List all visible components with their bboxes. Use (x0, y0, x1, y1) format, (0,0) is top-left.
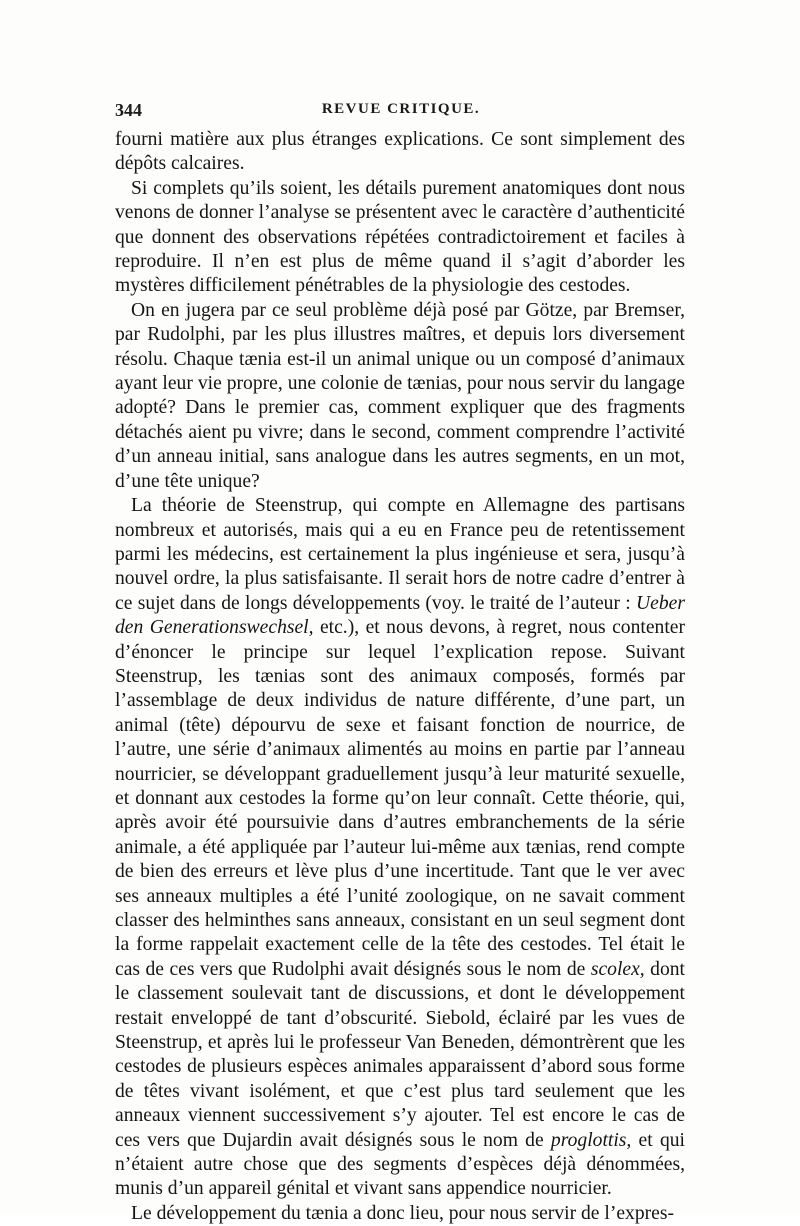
text-run: Si complets qu’ils soient, les détails purement anatomiques dont nous venons de donner l’analyse se présentent avec le caractère d’authenticité que donnent des observations répétées contradictoirement et faciles à reproduire. Il n’en est plus de même quand il s’agit d’aborder les mystères difficilement pénétrables de la physiologie des cestodes. (115, 177, 685, 297)
body-text (115, 128, 685, 1226)
page-number: 344 (115, 100, 142, 120)
italic-text: Ueber den Generationswechsel, (115, 592, 685, 639)
paragraph (115, 128, 685, 177)
paragraph (115, 299, 685, 494)
text-run: et qui n’étaient autre chose que des segments d’espèces déjà dénommées, munis d’un appareil génital et vivant sans appendice nourricier. (115, 1129, 685, 1200)
page-header (115, 100, 687, 124)
running-head: REVUE CRITIQUE. (321, 101, 481, 117)
paragraph (115, 177, 685, 299)
text-run: Le développement du tænia a donc lieu, pour nous servir de l’expres- (131, 1202, 675, 1224)
text-run: La théorie de Steenstrup, qui compte en Allemagne des partisans nombreux et autorisés, mais qui a eu en France peu de retentissement parmi les médecins, est certainement la plus ingénieuse et sera, jusqu’à nouvel ordre, la plus satisfaisante. Il serait hors de notre cadre d’entrer à ce sujet dans de longs développements (voy. le traité de l’auteur : (115, 495, 685, 614)
paragraph (115, 1202, 685, 1226)
italic-text: scolex, (590, 958, 645, 980)
italic-text: proglottis, (550, 1129, 632, 1151)
text-run: On en jugera par ce seul problème déjà posé par Götze, par Bremser, par Rudolphi, par les plus illustres maîtres, et depuis lors diversement résolu. Chaque tænia est-il un animal unique ou un composé d’animaux ayant leur vie propre, une colonie de tænias, pour nous servir du langage adopté? Dans le premier cas, comment expliquer que des fragments détachés aient pu vivre; dans le second, comment comprendre l’activité d’un anneau initial, sans analogue dans les autres segments, en un mot, d’une tête unique? (115, 299, 685, 492)
text-run: dont le classement soulevait tant de discussions, et dont le développement restait enveloppé de tant d’obscurité. Siebold, éclairé par les vues de Steenstrup, et après lui le professeur Van Beneden, démontrèrent que les cestodes de plusieurs espèces animales apparaissent d’abord sous forme de têtes vivant isolément, et que c’est plus tard seulement que les anneaux viennent successivement s’y ajouter. Tel est encore le cas de ces vers que Dujardin avait désignés sous le nom de (115, 958, 686, 1151)
text-run: etc.), et nous devons, à regret, nous contenter d’énoncer le principe sur lequel l’explication repose. Suivant Steenstrup, les tænias sont des animaux composés, formés par l’assemblage de deux individus de nature différente, d’une part, un animal (tête) dépourvu de sexe et faisant fonction de nourrice, de l’autre, une série d’animaux alimentés au moins en partie par l’anneau nourricier, se développant graduellement jusqu’à leur maturité sexuelle, et donnant aux cestodes la forme qu’on leur connaît. Cette théorie, qui, après avoir été poursuivie dans d’autres embranchements de la série animale, a été appliquée par l’auteur lui-même aux tænias, rend compte de bien des erreurs et lève plus d’une incertitude. Tant que le ver avec ses anneaux multiples a été l’unité zoologique, on ne savait comment classer des helminthes sans anneaux, consistant en un seul segment dont la forme rappelait exactement celle de la tête des cestodes. Tel était le cas de ces vers que Rudolphi avait désignés sous le nom de (115, 617, 685, 980)
text-run: fourni matière aux plus étranges explications. Ce sont simplement des dépôts calcaires. (115, 129, 685, 175)
paragraph (115, 494, 685, 1202)
